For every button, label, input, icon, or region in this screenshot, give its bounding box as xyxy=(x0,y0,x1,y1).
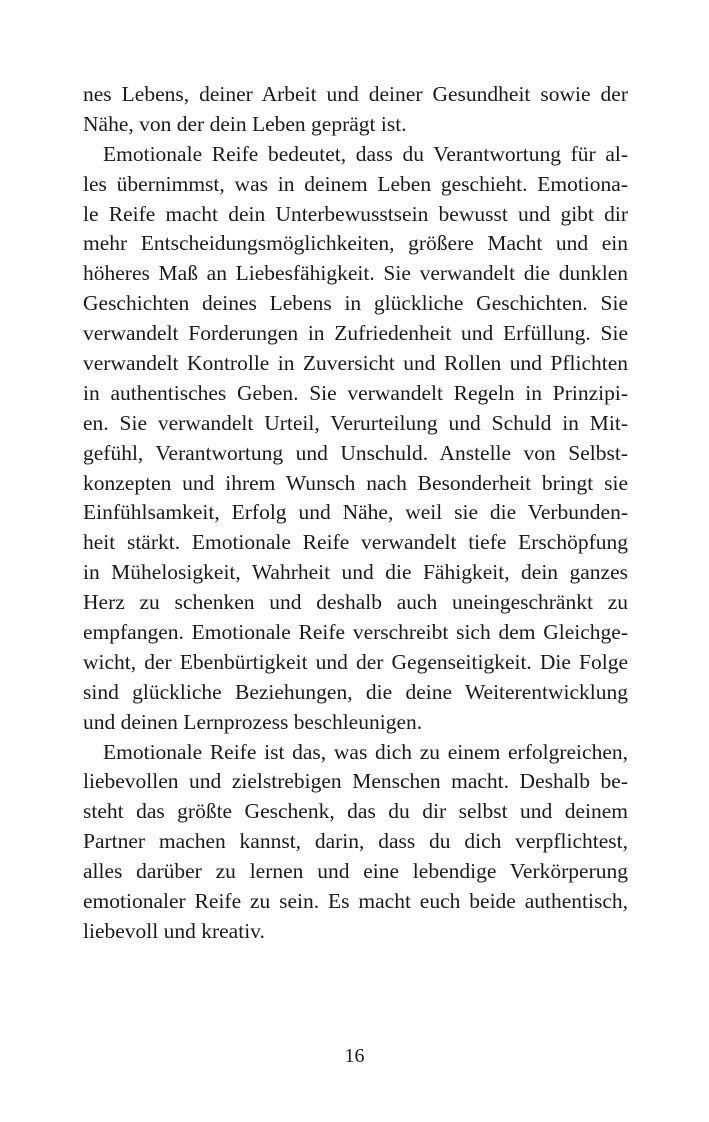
text-line: nes Lebens, deiner Arbeit und deiner Gesundheit sowie der xyxy=(83,82,628,106)
text-line: sind glückliche Beziehungen, die deine Weiterentwicklung xyxy=(83,679,628,704)
text-line: le Reife macht dein Unterbewusstsein bewusst und gibt dir xyxy=(83,201,628,226)
text-line: Herz zu schenken und deshalb auch uneingeschränkt zu xyxy=(83,590,628,615)
text-line: gefühl, Verantwortung und Unschuld. Anstelle von Selbst- xyxy=(83,440,628,465)
text-line: mehr Entscheidungsmöglichkeiten, größere Macht und ein xyxy=(83,231,628,256)
text-line: les übernimmst, was in deinem Leben geschieht. Emotiona- xyxy=(83,171,628,196)
text-line: steht das größte Geschenk, das du dir selbst und deinem xyxy=(83,799,628,824)
text-line: Nähe, von der dein Leben geprägt ist. xyxy=(83,111,407,136)
text-line: Geschichten deines Lebens in glückliche Geschichten. Sie xyxy=(83,291,628,316)
text-line: verwandelt Forderungen in Zufriedenheit und Erfüllung. Sie xyxy=(83,321,628,346)
text-line: in authentisches Geben. Sie verwandelt Regeln in Prinzipi- xyxy=(83,380,628,405)
text-line: empfangen. Emotionale Reife verschreibt sich dem Gleichge- xyxy=(83,620,628,645)
text-line: Partner machen kannst, darin, dass du dich verpflichtest, xyxy=(83,829,628,854)
text-line: wicht, der Ebenbürtigkeit und der Gegenseitigkeit. Die Folge xyxy=(83,649,628,674)
text-line: höheres Maß an Liebesfähigkeit. Sie verwandelt die dunklen xyxy=(83,261,628,286)
text-line: verwandelt Kontrolle in Zuversicht und Rollen und Pflichten xyxy=(83,351,628,376)
text-line: Einfühlsamkeit, Erfolg und Nähe, weil sie die Verbunden- xyxy=(83,500,628,525)
text-line: konzepten und ihrem Wunsch nach Besonderheit bringt sie xyxy=(83,470,628,495)
text-line: liebevollen und zielstrebigen Menschen macht. Deshalb be- xyxy=(83,769,628,794)
page-number: 16 xyxy=(344,1045,365,1067)
text-line: alles darüber zu lernen und eine lebendige Verkörperung xyxy=(83,859,628,884)
text-line: in Mühelosigkeit, Wahrheit und die Fähigkeit, dein ganzes xyxy=(83,560,628,585)
text-line: Emotionale Reife bedeutet, dass du Verantwortung für al- xyxy=(103,141,628,166)
body-text xyxy=(83,80,628,947)
text-line: heit stärkt. Emotionale Reife verwandelt tiefe Erschöpfung xyxy=(83,530,628,555)
text-line: emotionaler Reife zu sein. Es macht euch beide authentisch, xyxy=(83,889,628,914)
text-line: liebevoll und kreativ. xyxy=(83,918,265,943)
text-line: en. Sie verwandelt Urteil, Verurteilung und Schuld in Mit- xyxy=(83,410,628,435)
text-line: und deinen Lernprozess beschleunigen. xyxy=(83,709,423,734)
text-line: Emotionale Reife ist das, was dich zu einem erfolgreichen, xyxy=(103,739,628,764)
